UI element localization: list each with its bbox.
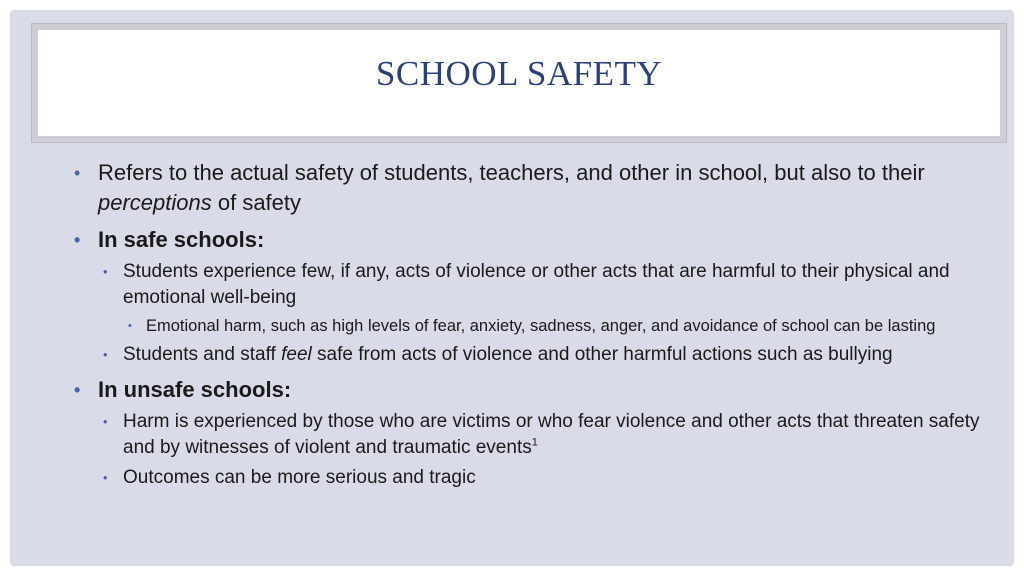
slide — [10, 10, 1014, 566]
bullet-text: In unsafe schools: — [98, 377, 292, 402]
bullet-text: Students experience few, if any, acts of violence or other acts that are harmful to their physical and emotional well-being — [123, 261, 950, 308]
bullet-text: Emotional harm, such as high levels of fear, anxiety, sadness, anger, and avoidance of school can be lasting — [146, 317, 936, 335]
bullet-safe-schools — [68, 225, 988, 255]
slide-title: SCHOOL SAFETY — [375, 54, 663, 93]
bullet-italic: feel — [281, 344, 312, 365]
bullet-italic: perceptions — [98, 190, 212, 215]
sub-bullet-outcomes — [68, 465, 988, 491]
bullet-definition — [68, 158, 988, 218]
slide-content — [68, 158, 988, 491]
bullet-text: Students and staff — [123, 344, 282, 365]
bullet-dot-icon: • — [74, 163, 81, 183]
bullet-dot-icon: • — [103, 347, 108, 362]
bullet-dot-icon: • — [103, 470, 108, 485]
sub-bullet-harm-experienced — [68, 409, 988, 461]
bullet-dot-icon: • — [74, 380, 81, 400]
bullet-dot-icon: • — [103, 264, 108, 279]
bullet-dot-icon: • — [128, 320, 132, 332]
sub-sub-bullet-emotional-harm — [68, 315, 988, 338]
bullet-text: Outcomes can be more serious and tragic — [123, 467, 476, 488]
bullet-unsafe-schools — [68, 375, 988, 405]
title-box — [32, 24, 1006, 142]
bullet-text: of safety — [211, 190, 302, 215]
bullet-dot-icon: • — [103, 414, 108, 429]
bullet-text: Refers to the actual safety of students, teachers, and other in school, but also to their — [98, 160, 925, 185]
bullet-text: safe from acts of violence and other harmful actions such as bullying — [311, 344, 893, 365]
sub-bullet-few-acts — [68, 259, 988, 311]
footnote-marker: 1 — [531, 436, 538, 449]
bullet-text: Harm is experienced by those who are victims or who fear violence and other acts that threaten safety and by witnesses of violent and traumatic events — [123, 411, 980, 458]
bullet-dot-icon: • — [74, 230, 81, 250]
bullet-text: In safe schools: — [98, 227, 265, 252]
sub-bullet-feel-safe — [68, 342, 988, 368]
